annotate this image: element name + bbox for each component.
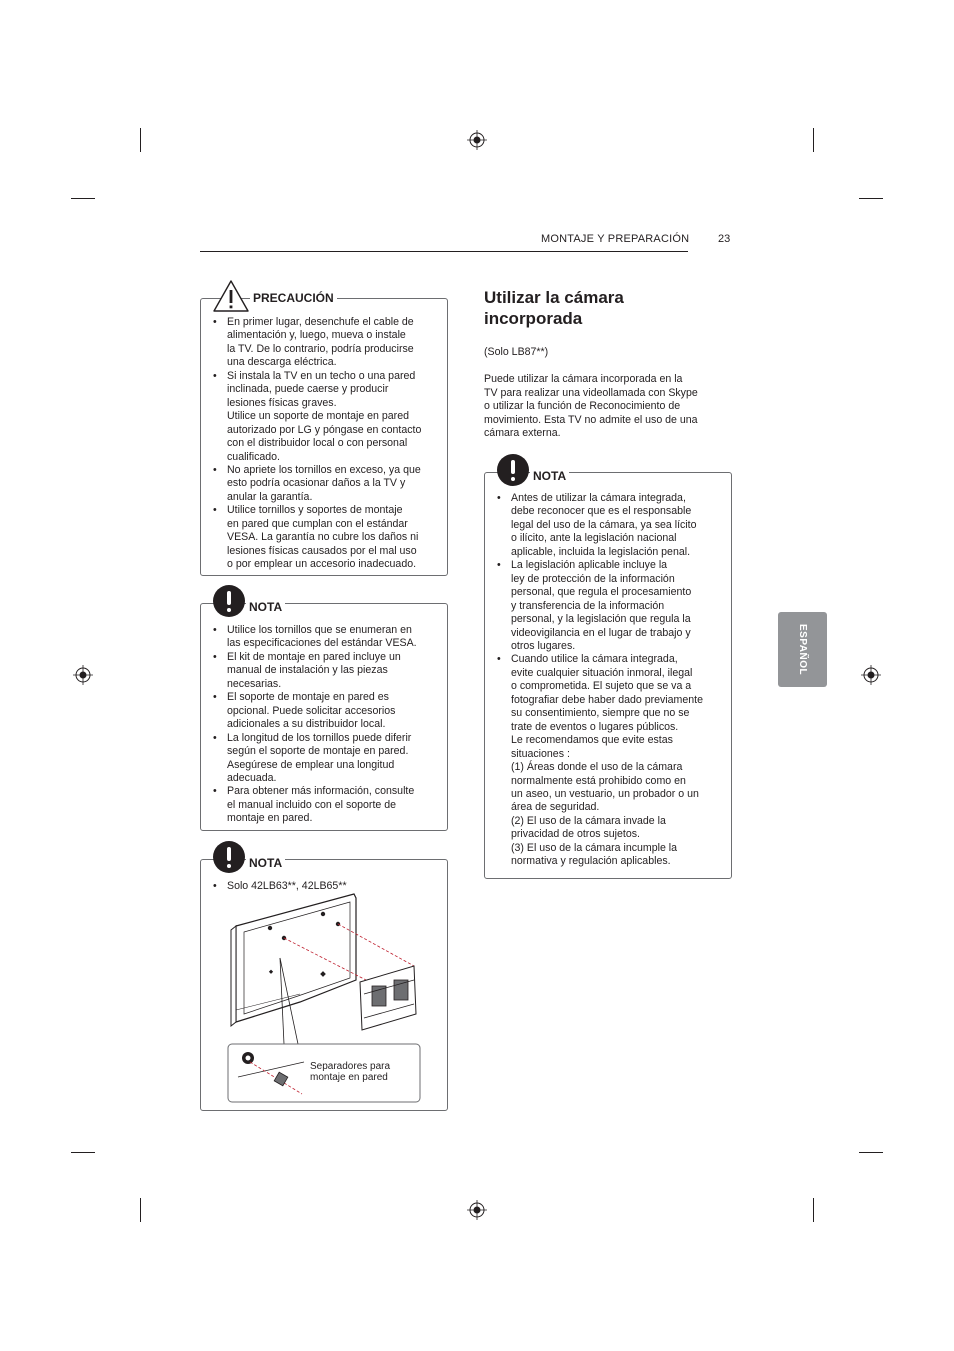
registration-mark-icon [467,130,487,150]
note-item: • Solo 42LB63**, 42LB65** [213,880,443,893]
note-item: • Cuando utilice la cámara integrada, evite cualquier situación inmoral, ilegal o comprometida. El sujeto que se va a fotografiar debe haber dado previamente su consentimiento, siempre que no se trate de eventos o lugares públicos. Le recomendamos que evite estas situaciones : (1) Áreas donde el uso de la cámara normalmente está prohibido como en un aseo, un vestuario, un probador o un área de seguridad. (2) El uso de la cámara invade la privacidad de otros sujetos. (3) El uso de la cámara incumple la normativa y regulación aplicables. [497,653,727,868]
page-number: 23 [718,233,731,245]
note-item: • Antes de utilizar la cámara integrada, debe reconocer que es el responsable legal del uso de la cámara, ya sea lícito o ilícito, ante la legislación nacional aplicable, incluida la legislación penal. [497,492,727,559]
intro-paragraph: Puede utilizar la cámara incorporada en la TV para realizar una videollamada con Skype o utilizar la función de Reconocimiento de movimiento. Esta TV no admite el uso de una cámara externa. [484,373,698,439]
model-note: (Solo LB87**) [484,346,549,358]
note-list [213,624,443,826]
note-title: NOTA [246,600,285,614]
info-icon [497,454,529,486]
caution-item: • No apriete los tornillos en exceso, ya que esto podría ocasionar daños a la TV y anular la garantía. [213,464,443,504]
note-list [497,492,727,869]
running-header: MONTAJE Y PREPARACIÓN [541,233,690,245]
warning-icon [212,279,250,313]
note-item: • El soporte de montaje en pared es opcional. Puede solicitar accesorios adicionales a su distribuidor local. [213,691,443,731]
registration-mark-icon [73,665,93,685]
note-item: • El kit de montaje en pared incluye un manual de instalación y las piezas necesarias. [213,651,443,691]
registration-mark-icon [467,1200,487,1220]
note-item: • Para obtener más información, consulte el manual incluido con el soporte de montaje en pared. [213,785,443,825]
note-item: • La legislación aplicable incluye la ley de protección de la información personal, que regula el procesamiento y transferencia de la información personal, y la legislación que regula la videovigilancia en el lugar de trabajo y otros lugares. [497,559,727,653]
language-tab-label-wrap [778,612,827,687]
caution-item: • En primer lugar, desenchufe el cable de alimentación y, luego, mueva o instale la TV. De lo contrario, podría producirse una descarga eléctrica. [213,316,443,370]
note-title: NOTA [530,469,569,483]
caution-list [213,316,443,572]
note-title: NOTA [246,856,285,870]
note-item: • La longitud de los tornillos puede diferir según el soporte de montaje en pared. Asegúrese de emplear una longitud adecuada. [213,732,443,786]
info-icon [213,841,245,873]
caution-item: • Utilice tornillos y soportes de montaje en pared que cumplan con el estándar VESA. La garantía no cubre los daños ni lesiones físicas causados por el mal uso o por emplear un accesorio inadecuado. [213,504,443,571]
info-icon [213,585,245,617]
language-tab-label: ESPAÑOL [797,623,808,676]
header-rule [200,251,688,252]
caution-title: PRECAUCIÓN [250,291,337,305]
registration-mark-icon [861,665,881,685]
note-item: • Utilice los tornillos que se enumeran en las especificaciones del estándar VESA. [213,624,443,651]
caution-item: • Si instala la TV en un techo o una pared inclinada, puede caerse y producir lesiones físicas graves. Utilice un soporte de montaje en pared autorizado por LG y póngase en contacto con el distribuidor local o con personal cualificado. [213,370,443,464]
spacer-label: Separadores para montaje en pared [310,1061,391,1083]
section-title: Utilizar la cámara incorporada [484,288,624,328]
